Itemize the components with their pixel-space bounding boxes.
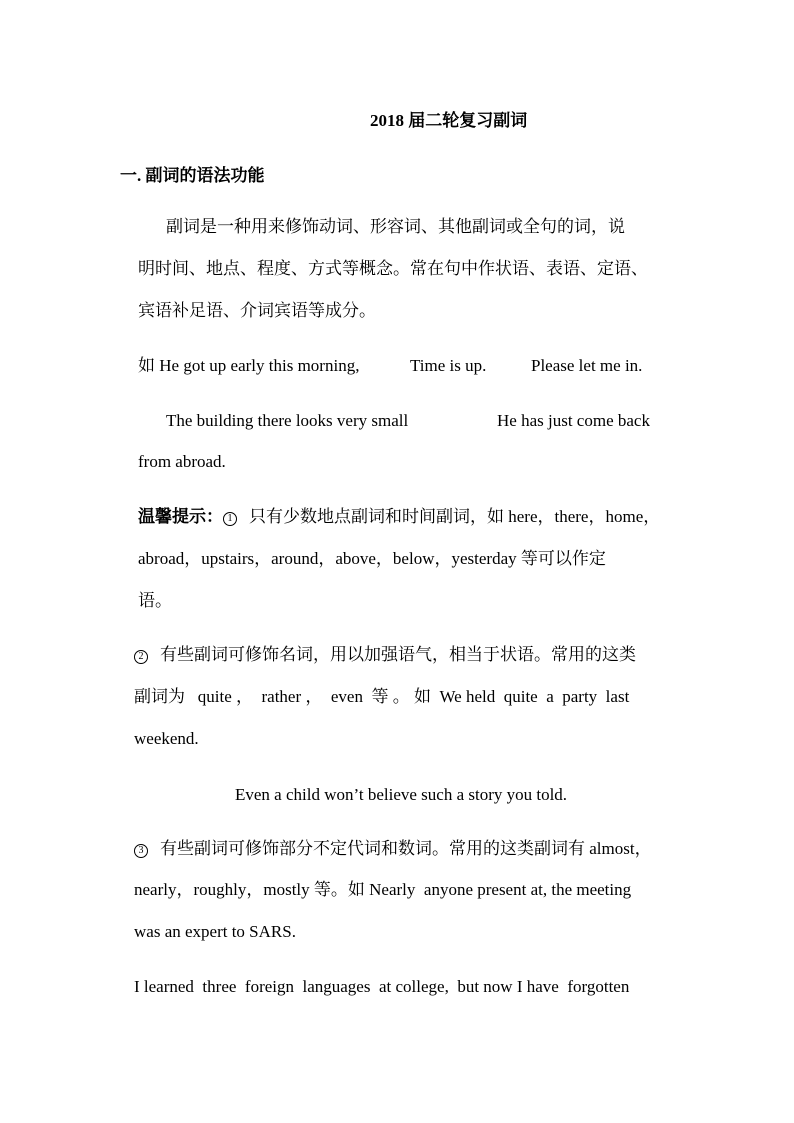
circled-number-2-icon: 2 — [134, 650, 148, 664]
point2-example: Even a child won’t believe such a story you told. — [235, 785, 568, 804]
point3-text: 有些副词可修饰部分不定代词和数词。常用的这类副词有 almost， — [160, 839, 652, 858]
point2-text: 有些副词可修饰名词，用以加强语气，相当于状语。常用的这类 — [160, 645, 636, 664]
example-sentence-1: 如 He got up early this morning, — [138, 356, 360, 375]
point2-line-2: 副词为 quite ， rather ， even 等 。 如 We held quite a party last — [134, 687, 630, 706]
example-sentence-3: Please let me in. — [531, 356, 643, 375]
point3-line-3: was an expert to SARS. — [134, 922, 296, 941]
tip-line-3: 语。 — [138, 591, 172, 610]
point3-line-4: I learned three foreign languages at college, but now I have forgotten — [134, 977, 630, 996]
tip-label: 温馨提示： — [138, 507, 223, 526]
intro-line-1: 副词是一种用来修饰动词、形容词、其他副词或全句的词，说 — [166, 217, 625, 236]
point2-line-1 — [134, 644, 636, 666]
page-title: 2018 届二轮复习副词 — [370, 111, 528, 130]
example-sentence-2: Time is up. — [410, 356, 487, 375]
intro-line-2: 明时间、地点、程度、方式等概念。常在句中作状语、表语、定语、 — [138, 259, 648, 278]
example-sentence-6: from abroad. — [138, 452, 226, 471]
section-heading: 一. 副词的语法功能 — [120, 166, 265, 185]
tip-text: 只有少数地点副词和时间副词，如 here，there，home， — [249, 507, 661, 526]
circled-number-1-icon: 1 — [223, 512, 237, 526]
example-sentence-5: He has just come back — [497, 411, 650, 430]
tip-line-2: abroad，upstairs，around，above，below，yesterday 等可以作定 — [138, 549, 606, 568]
point3-line-1 — [134, 838, 652, 860]
point3-line-2: nearly，roughly，mostly 等。如 Nearly anyone present at, the meeting — [134, 880, 632, 899]
intro-line-3: 宾语补足语、介词宾语等成分。 — [138, 301, 376, 320]
tip-line-1 — [138, 506, 660, 528]
circled-number-3-icon: 3 — [134, 844, 148, 858]
example-sentence-4: The building there looks very small — [166, 411, 409, 430]
point2-line-3: weekend. — [134, 729, 199, 748]
